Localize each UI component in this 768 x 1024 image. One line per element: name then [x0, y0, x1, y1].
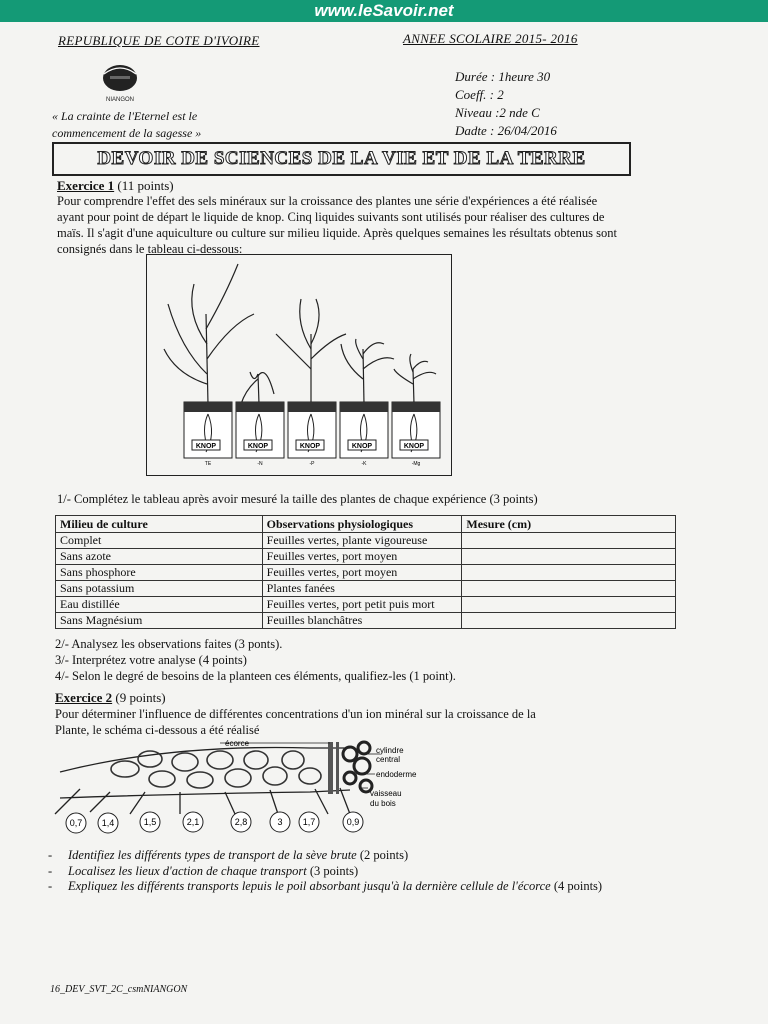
label-du-bois: du bois	[370, 799, 396, 808]
task-1	[48, 848, 602, 864]
question-1: 1/- Complétez le tableau après avoir mesuré la taille des plantes de chaque expérience (3 points)	[57, 492, 538, 506]
intro-line: maïs. Il s'agit d'une aquiculture ou culture sur milieu liquide. Après quelques semaines les résultats obtenus sont	[57, 226, 617, 240]
measure-cell[interactable]	[462, 549, 676, 565]
table-cell: Plantes fanées	[262, 581, 462, 597]
task-text: Localisez les lieux d'action de chaque transport	[68, 863, 307, 878]
table-cell: Sans Magnésium	[56, 613, 263, 629]
question-4: 4/- Selon le degré de besoins de la planteen ces éléments, qualifiez-les (1 point).	[55, 669, 456, 683]
concentration-label: 0,9	[346, 817, 360, 827]
coefficient: Coeff. : 2	[455, 87, 504, 102]
motto	[52, 108, 201, 142]
svg-text:NIANGON: NIANGON	[105, 97, 135, 103]
results-table	[55, 515, 676, 629]
exercise-1-title	[57, 178, 174, 194]
table-header-row	[56, 516, 676, 533]
questions-2-4	[55, 636, 456, 684]
exam-title-box	[52, 142, 631, 176]
task-points: (3 points)	[309, 863, 359, 878]
intro-line: Pour déterminer l'influence de différentes concentrations d'un ion minéral sur la croissance de la	[55, 707, 536, 721]
country-header: REPUBLIQUE DE COTE D'IVOIRE	[58, 33, 260, 48]
intro-line: Pour comprendre l'effet des sels minéraux sur la croissance des plantes une série d'expériences a été réalisée	[57, 194, 598, 208]
task-points: (2 points)	[359, 848, 409, 862]
site-banner: www.leSavoir.net	[0, 0, 768, 22]
jar-label: KNOP	[351, 443, 373, 450]
measure-cell[interactable]	[462, 533, 676, 549]
table-cell: Feuilles vertes, port moyen	[262, 565, 462, 581]
exercise-1-intro	[57, 193, 679, 257]
date: Dadte : 26/04/2016	[455, 123, 557, 138]
column-header: Mesure (cm)	[462, 516, 676, 533]
exercise-2-tasks	[48, 848, 602, 895]
motto-line: « La crainte de l'Eternel est le	[52, 109, 198, 123]
duration: Durée : 1heure 30	[455, 69, 551, 84]
table-cell: Complet	[56, 533, 263, 549]
jar-label: KNOP	[195, 443, 217, 450]
label-ecorce: écorce	[225, 739, 250, 748]
school-year-header: ANNEE SCOLAIRE 2015- 2016	[403, 31, 578, 46]
intro-line: ayant pour point de départ le liquide de knop. Cinq liquides suivants sont utilisés pour réaliser des cultures de	[57, 210, 605, 224]
table-cell: Feuilles vertes, port moyen	[262, 549, 462, 565]
table-row	[56, 597, 676, 613]
task-points: (4 points)	[553, 879, 603, 893]
table-cell: Feuilles vertes, plante vigoureuse	[262, 533, 462, 549]
task-3	[48, 879, 602, 895]
motto-line: commencement de la sagesse »	[52, 126, 202, 140]
exam-title: DEVOIR DE SCIENCES DE LA VIE ET DE LA TERRE	[97, 148, 586, 169]
jar-code: -P	[309, 461, 315, 467]
label-cylindre: cylindre	[376, 746, 404, 755]
plant-experiment-figure	[146, 254, 452, 476]
label-endoderme: endoderme	[376, 770, 417, 779]
label-vaisseau: vaisseau	[370, 789, 402, 798]
dash-icon: -	[48, 879, 53, 893]
concentration-label: 3	[277, 817, 283, 827]
concentration-label: 0,7	[69, 818, 83, 828]
table-row	[56, 549, 676, 565]
document-footer: 16_DEV_SVT_2C_csmNIANGON	[50, 984, 188, 995]
measure-cell[interactable]	[462, 565, 676, 581]
task-text: Expliquez les différents transports lepuis le poil absorbant jusqu'à la dernière cellule de l'écorce	[68, 879, 551, 893]
table-row	[56, 565, 676, 581]
column-header: Observations physiologiques	[262, 516, 462, 533]
table-cell: Sans phosphore	[56, 565, 263, 581]
concentration-label: 2,1	[186, 817, 200, 827]
root-section-diagram	[50, 734, 440, 842]
task-text: Identifiez les différents types de transport de la sève brute	[68, 848, 357, 862]
exercise-2-title	[55, 690, 166, 706]
concentration-label: 1,4	[101, 818, 115, 828]
jar-label: KNOP	[403, 443, 425, 450]
intro-line: consignés dans le tableau ci-dessous:	[57, 242, 243, 256]
school-logo	[95, 56, 145, 104]
measure-cell[interactable]	[462, 613, 676, 629]
exam-meta	[455, 68, 557, 140]
jar-code: -K	[361, 461, 367, 467]
jar-code: -Mg	[411, 461, 421, 467]
table-cell: Sans azote	[56, 549, 263, 565]
exercise-1-label: Exercice 1	[57, 178, 115, 193]
table-row	[56, 581, 676, 597]
exercise-1-points: (11 points)	[117, 178, 174, 193]
exercise-2-label: Exercice 2	[55, 690, 113, 705]
question-3: 3/- Interprétez votre analyse (4 points)	[55, 653, 247, 667]
measure-cell[interactable]	[462, 581, 676, 597]
question-2: 2/- Analysez les observations faites (3 ponts).	[55, 637, 283, 651]
concentration-label: 1,7	[302, 817, 316, 827]
table-cell: Feuilles blanchâtres	[262, 613, 462, 629]
concentration-label: 2,8	[234, 817, 248, 827]
exercise-2-points: (9 points)	[115, 690, 166, 705]
intro-line: Plante, le schéma ci-dessous a été réalisé	[55, 723, 260, 737]
table-cell: Eau distillée	[56, 597, 263, 613]
jar-code: -N	[257, 461, 263, 467]
level: Niveau :2 nde C	[455, 105, 540, 120]
dash-icon: -	[48, 863, 53, 878]
jar-code: TE	[204, 461, 212, 467]
jar-label: KNOP	[247, 443, 269, 450]
task-2	[48, 864, 602, 880]
table-cell: Feuilles vertes, port petit puis mort	[262, 597, 462, 613]
table-row	[56, 613, 676, 629]
label-central: central	[376, 755, 401, 764]
measure-cell[interactable]	[462, 597, 676, 613]
concentration-label: 1,5	[143, 817, 157, 827]
table-row	[56, 533, 676, 549]
column-header: Milieu de culture	[56, 516, 263, 533]
table-cell: Sans potassium	[56, 581, 263, 597]
dash-icon: -	[48, 848, 53, 862]
jar-label: KNOP	[299, 443, 321, 450]
